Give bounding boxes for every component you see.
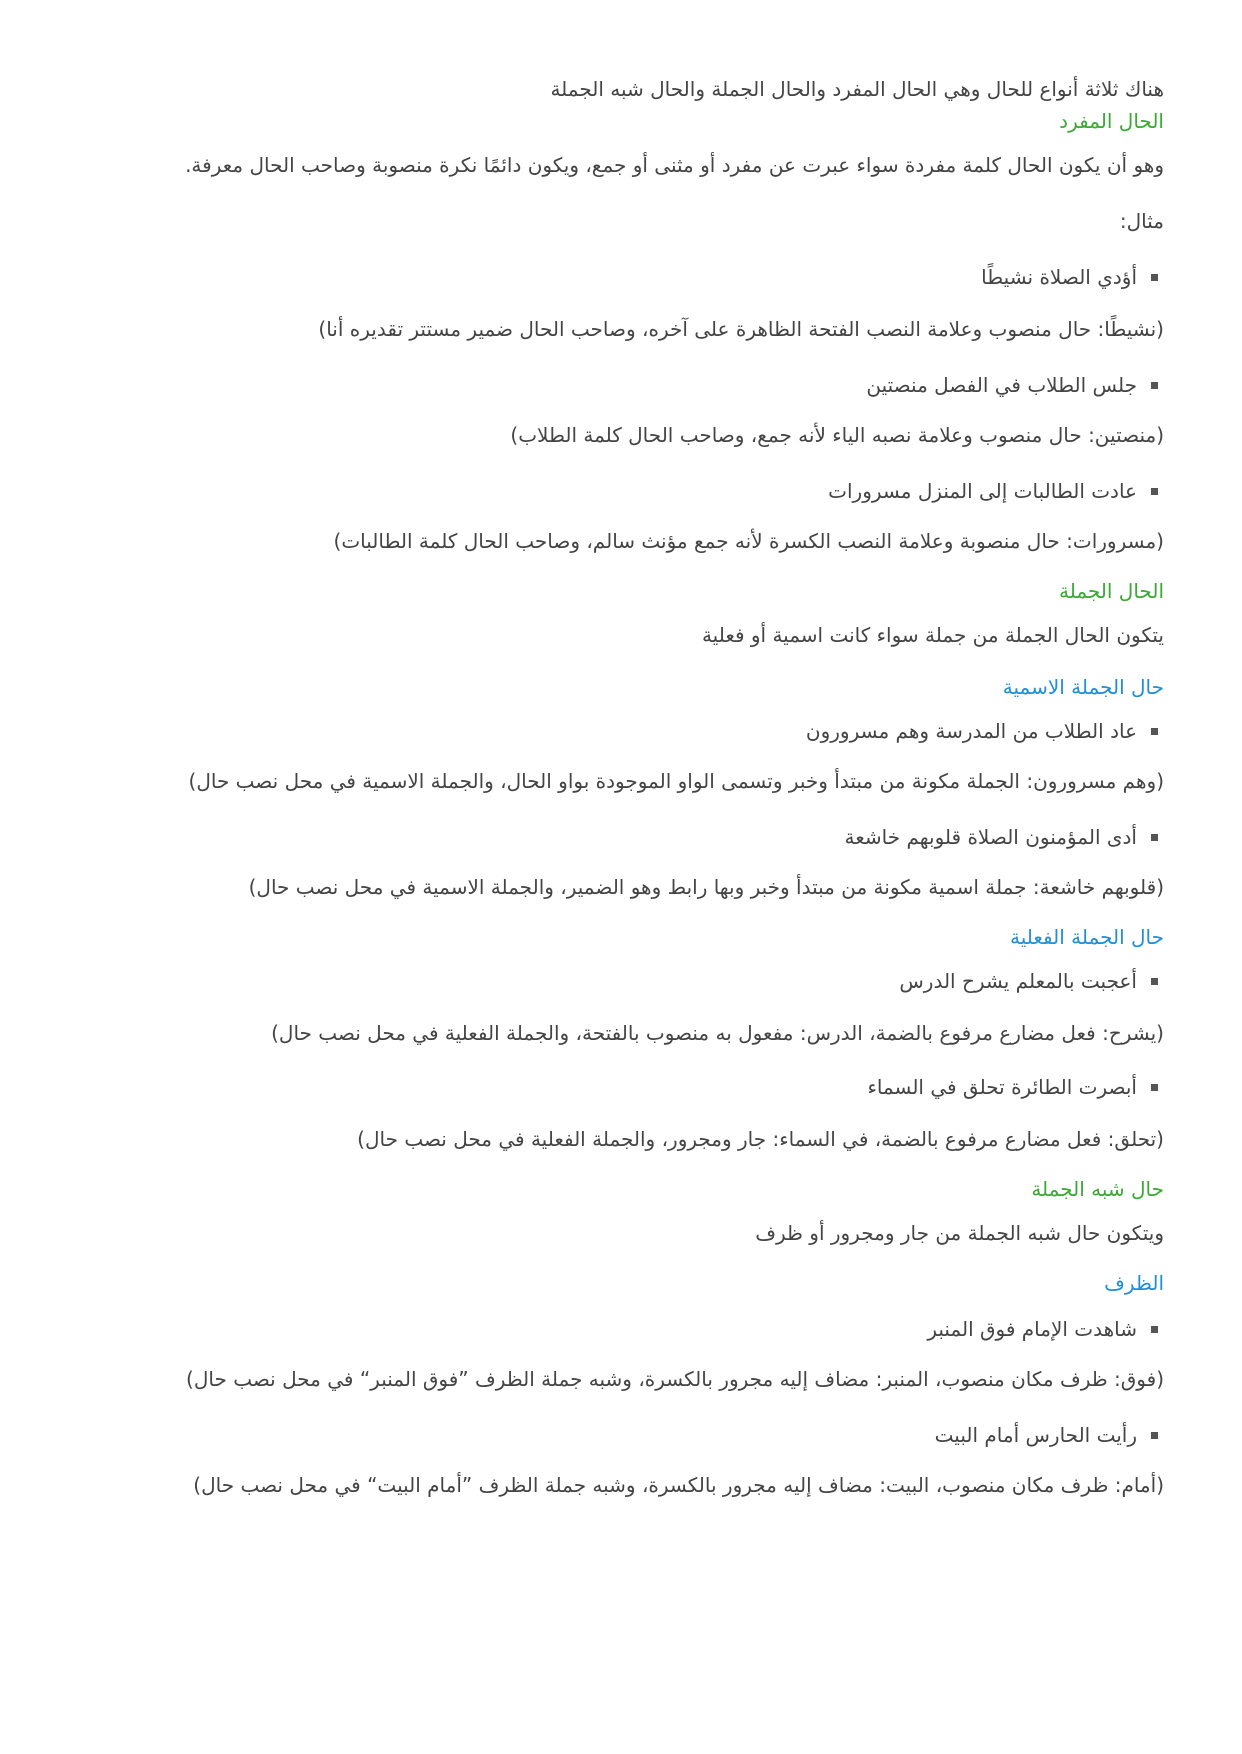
square-bullet-icon xyxy=(1151,1432,1158,1439)
list-item xyxy=(828,476,1164,506)
section-heading-single-hal: الحال المفرد xyxy=(1059,109,1164,133)
list-item xyxy=(845,822,1164,852)
square-bullet-icon xyxy=(1151,834,1158,841)
list-item xyxy=(867,1072,1164,1102)
list-item-text: عادت الطالبات إلى المنزل مسرورات xyxy=(828,479,1137,503)
explanation-note: (مسرورات: حال منصوبة وعلامة النصب الكسرة لأنه جمع مؤنث سالم، وصاحب الحال كلمة الطالبات) xyxy=(333,529,1164,553)
list-item xyxy=(935,1420,1164,1450)
list-item-text: أعجبت بالمعلم يشرح الدرس xyxy=(899,969,1137,993)
section-description: ويتكون حال شبه الجملة من جار ومجرور أو ظرف xyxy=(755,1221,1164,1245)
list-item-text: أؤدي الصلاة نشيطًا xyxy=(981,265,1137,289)
explanation-note: (وهم مسرورون: الجملة مكونة من مبتدأ وخبر وتسمى الواو الموجودة بواو الحال، والجملة الاسمية في محل نصب حال) xyxy=(188,769,1164,793)
list-item xyxy=(806,716,1164,746)
list-item xyxy=(866,370,1164,400)
explanation-note: (يشرح: فعل مضارع مرفوع بالضمة، الدرس: مفعول به منصوب بالفتحة، والجملة الفعلية في محل نصب حال) xyxy=(271,1021,1164,1045)
explanation-note: (منصتين: حال منصوب وعلامة نصبه الياء لأنه جمع، وصاحب الحال كلمة الطلاب) xyxy=(510,423,1164,447)
list-item-text: شاهدت الإمام فوق المنبر xyxy=(927,1317,1137,1341)
square-bullet-icon xyxy=(1151,728,1158,735)
subsection-heading-verbal: حال الجملة الفعلية xyxy=(1010,925,1164,949)
section-description: يتكون الحال الجملة من جملة سواء كانت اسمية أو فعلية xyxy=(701,623,1164,647)
explanation-note: (قلوبهم خاشعة: جملة اسمية مكونة من مبتدأ وخبر وبها رابط وهو الضمير، والجملة الاسمية في محل نصب حال) xyxy=(248,875,1164,899)
section-description: وهو أن يكون الحال كلمة مفردة سواء عبرت عن مفرد أو مثنى أو جمع، ويكون دائمًا نكرة منصوبة وصاحب الحال معرفة. xyxy=(185,153,1164,177)
list-item-text: رأيت الحارس أمام البيت xyxy=(934,1423,1137,1447)
intro-paragraph: هناك ثلاثة أنواع للحال وهي الحال المفرد والحال الجملة والحال شبه الجملة xyxy=(550,77,1164,101)
square-bullet-icon xyxy=(1151,488,1158,495)
list-item-text: أدى المؤمنون الصلاة قلوبهم خاشعة xyxy=(844,825,1137,849)
section-heading-sentence-hal: الحال الجملة xyxy=(1058,579,1164,603)
square-bullet-icon xyxy=(1151,978,1158,985)
square-bullet-icon xyxy=(1151,1084,1158,1091)
explanation-note: (تحلق: فعل مضارع مرفوع بالضمة، في السماء: جار ومجرور، والجملة الفعلية في محل نصب حال) xyxy=(357,1127,1164,1151)
list-item xyxy=(899,966,1164,996)
example-label: مثال: xyxy=(1119,209,1164,233)
subsection-heading-adverb: الظرف xyxy=(1104,1271,1164,1295)
list-item xyxy=(927,1314,1164,1344)
subsection-heading-nominal: حال الجملة الاسمية xyxy=(1002,675,1164,699)
explanation-note: (فوق: ظرف مكان منصوب، المنبر: مضاف إليه مجرور بالكسرة، وشبه جملة الظرف ”فوق المنبر“ في محل نصب حال) xyxy=(186,1367,1164,1391)
explanation-note: (نشيطًا: حال منصوب وعلامة النصب الفتحة الظاهرة على آخره، وصاحب الحال ضمير مستتر تقديره أنا) xyxy=(318,317,1164,341)
list-item-text: جلس الطلاب في الفصل منصتين xyxy=(866,373,1137,397)
square-bullet-icon xyxy=(1151,382,1158,389)
list-item xyxy=(981,262,1164,292)
section-heading-phrase-hal: حال شبه الجملة xyxy=(1031,1177,1164,1201)
square-bullet-icon xyxy=(1151,274,1158,281)
square-bullet-icon xyxy=(1151,1326,1158,1333)
list-item-text: أبصرت الطائرة تحلق في السماء xyxy=(867,1075,1137,1099)
list-item-text: عاد الطلاب من المدرسة وهم مسرورون xyxy=(805,719,1137,743)
explanation-note: (أمام: ظرف مكان منصوب، البيت: مضاف إليه مجرور بالكسرة، وشبه جملة الظرف ”أمام البيت“ في محل نصب حال) xyxy=(193,1473,1164,1497)
